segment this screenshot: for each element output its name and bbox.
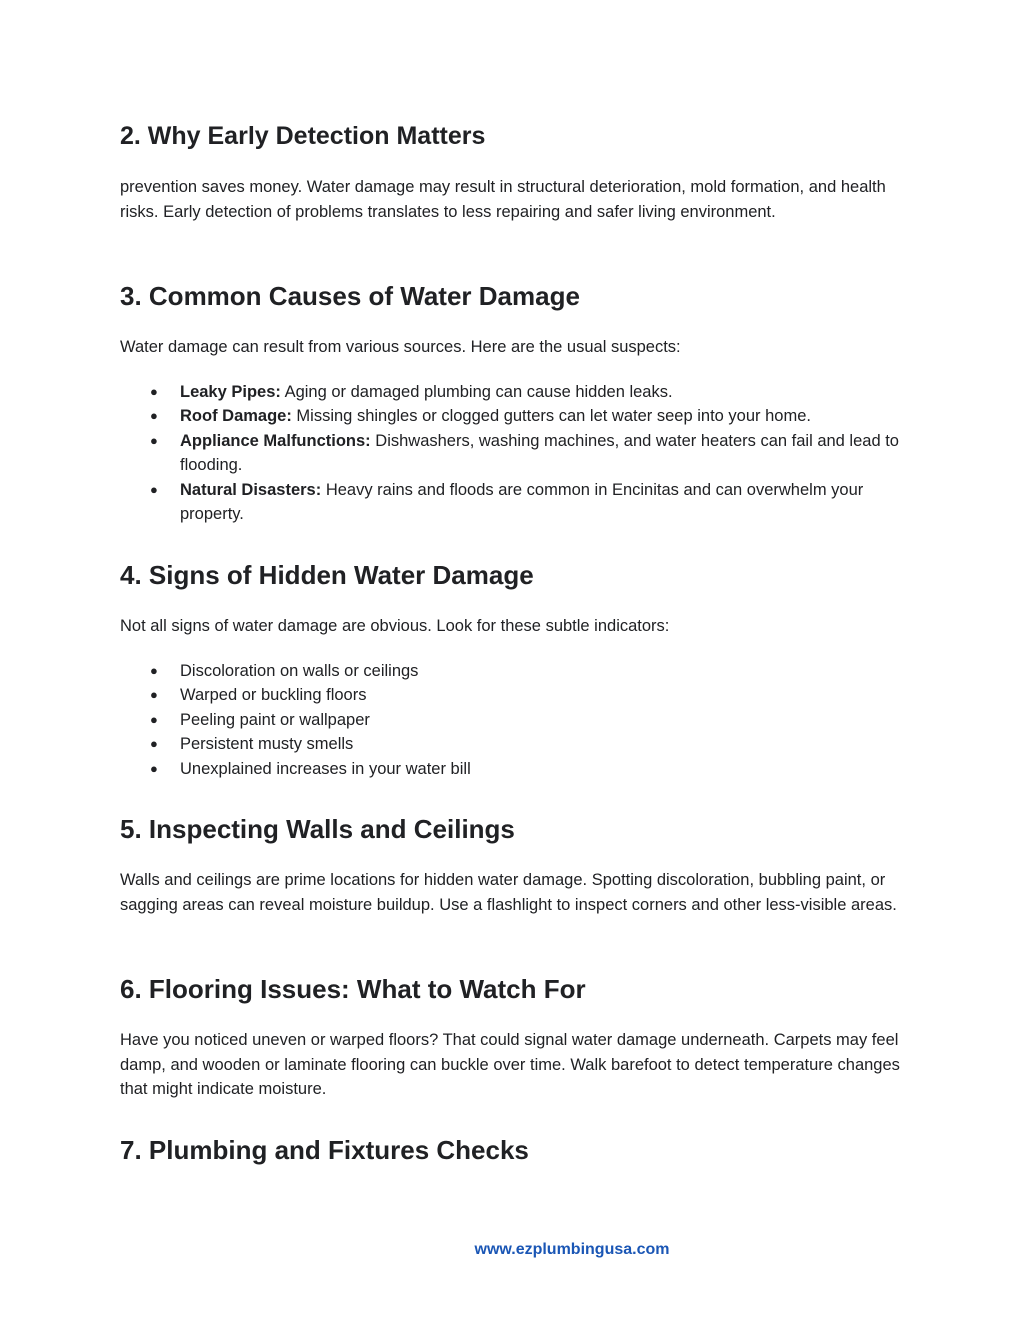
- section-paragraph: Not all signs of water damage are obvious. Look for these subtle indicators:: [120, 617, 670, 635]
- section-walls-ceilings: [120, 812, 910, 917]
- section-common-causes: [120, 279, 910, 527]
- bullet-icon: ●: [150, 711, 158, 727]
- bullet-icon: ●: [150, 736, 158, 751]
- section-heading: 5. Inspecting Walls and Ceilings: [120, 814, 515, 844]
- list-item: ● Unexplained increases in your water bill: [120, 757, 910, 782]
- website-link[interactable]: www.ezplumbingusa.com: [474, 1241, 670, 1258]
- page-footer: [0, 1241, 1024, 1259]
- section-heading: 4. Signs of Hidden Water Damage: [120, 560, 534, 590]
- section-heading: 7. Plumbing and Fixtures Checks: [120, 1135, 529, 1165]
- section-plumbing-fixtures: [120, 1133, 910, 1167]
- bullet-icon: ●: [150, 687, 158, 702]
- list-item: ● Persistent musty smells: [120, 732, 910, 757]
- section-paragraph: Have you noticed uneven or warped floors? That could signal water damage underneath. Carpets may feel damp, and wooden or laminate flooring can buckle over time. Walk barefoot to detect temperature changes that might indicate moisture.: [120, 1031, 900, 1098]
- signs-list: [120, 659, 910, 782]
- list-item: ● Appliance Malfunctions: Dishwashers, washing machines, and water heaters can fail and lead to flooding.: [120, 429, 910, 478]
- section-flooring: [120, 972, 910, 1102]
- section-heading: 3. Common Causes of Water Damage: [120, 281, 580, 311]
- bullet-icon: ●: [150, 662, 158, 678]
- causes-list: [120, 380, 910, 527]
- bullet-icon: ●: [150, 481, 158, 497]
- bullet-icon: ●: [150, 432, 158, 448]
- list-item: ● Leaky Pipes: Aging or damaged plumbing can cause hidden leaks.: [120, 380, 910, 405]
- bullet-icon: ●: [150, 383, 158, 399]
- list-item: ● Discoloration on walls or ceilings: [120, 659, 910, 684]
- section-hidden-signs: [120, 558, 910, 781]
- section-heading: 2. Why Early Detection Matters: [120, 122, 486, 150]
- bullet-icon: ●: [150, 408, 158, 423]
- section-paragraph: prevention saves money. Water damage may result in structural deterioration, mold formation, and health risks. Early detection of problems translates to less repairing and safer living environment.: [120, 178, 886, 221]
- list-item: ● Natural Disasters: Heavy rains and floods are common in Encinitas and can overwhelm your property.: [120, 478, 910, 527]
- list-item: ● Warped or buckling floors: [120, 683, 910, 708]
- bullet-icon: ●: [150, 760, 158, 776]
- list-item: ● Peeling paint or wallpaper: [120, 708, 910, 733]
- section-heading: 6. Flooring Issues: What to Watch For: [120, 974, 586, 1004]
- section-paragraph: Water damage can result from various sources. Here are the usual suspects:: [120, 338, 681, 356]
- section-paragraph: Walls and ceilings are prime locations for hidden water damage. Spotting discoloration, bubbling paint, or sagging areas can reveal moisture buildup. Use a flashlight to inspect corners and other less-visible areas.: [120, 871, 897, 914]
- section-early-detection: [120, 119, 910, 224]
- list-item: ● Roof Damage: Missing shingles or clogged gutters can let water seep into your home.: [120, 404, 910, 429]
